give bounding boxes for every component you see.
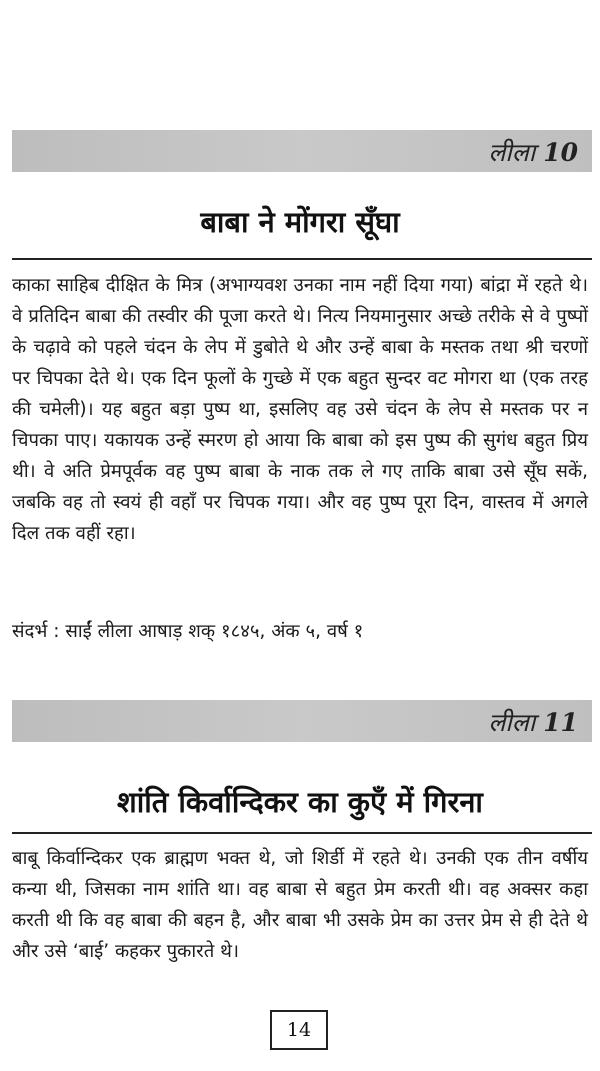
section-header-band-10 — [12, 130, 592, 172]
section-title: बाबा ने मोंगरा सूँघा — [200, 205, 400, 239]
reference-line: संदर्भ : साईं लीला आषाड़ शक् १८४५, अंक ५, वर्ष १ — [12, 621, 364, 642]
leela-word: लीला — [488, 138, 536, 167]
leela-word: लीला — [488, 708, 536, 737]
leela-number: 11 — [543, 708, 578, 737]
section-body: बाबू किर्वान्दिकर एक ब्राह्मण भक्त थे, जो शिर्डी में रहते थे। उनकी एक तीन वर्षीय कन्या थी, जिसका नाम शांति था। वह बाबा से बहुत प्रेम करती थी। वह अक्सर कहा करती थी कि वह बाबा की बहन है, और बाबा भी उसके प्रेम का उत्तर प्रेम से ही देते थे और उसे ‘बाई’ कहकर पुकारते थे। — [12, 848, 588, 962]
page-number: 14 — [270, 1010, 328, 1050]
leela-label — [488, 705, 578, 739]
title-underline — [12, 258, 592, 260]
leela-number: 10 — [543, 138, 578, 167]
title-underline — [12, 832, 592, 834]
section-title: शांति किर्वान्दिकर का कुएँ में गिरना — [117, 785, 483, 819]
section-body: काका साहिब दीक्षित के मित्र (अभाग्यवश उनका नाम नहीं दिया गया) बांद्रा में रहते थे। वे प्रतिदिन बाबा की तस्वीर की पूजा करते थे। नित्य नियमानुसार अच्छे तरीके से वे पुष्पों के चढ़ावे को पहले चंदन के लेप में डुबोते थे और उन्हें बाबा के मस्तक तथा श्री चरणों पर चिपका देते थे। एक दिन फूलों के गुच्छे में एक बहुत सुन्दर वट मोगरा था (एक तरह की चमेली)। यह बहुत बड़ा पुष्प था, इसलिए वह उसे चंदन के लेप से मस्तक पर न चिपका पाए। यकायक उन्हें स्मरण हो आया कि बाबा को इस पुष्प की सुगंध बहुत प्रिय थी। वे अति प्रेमपूर्वक वह पुष्प बाबा के नाक तक ले गए ताकि बाबा उसे सूँघ सकें, जबकि वह तो स्वयं ही वहाँ पर चिपक गया। और वह पुष्प पूरा दिन, वास्तव में अगले दिल तक वहीं रहा। — [12, 275, 588, 544]
section-header-band-11 — [12, 700, 592, 742]
leela-label — [488, 135, 578, 169]
